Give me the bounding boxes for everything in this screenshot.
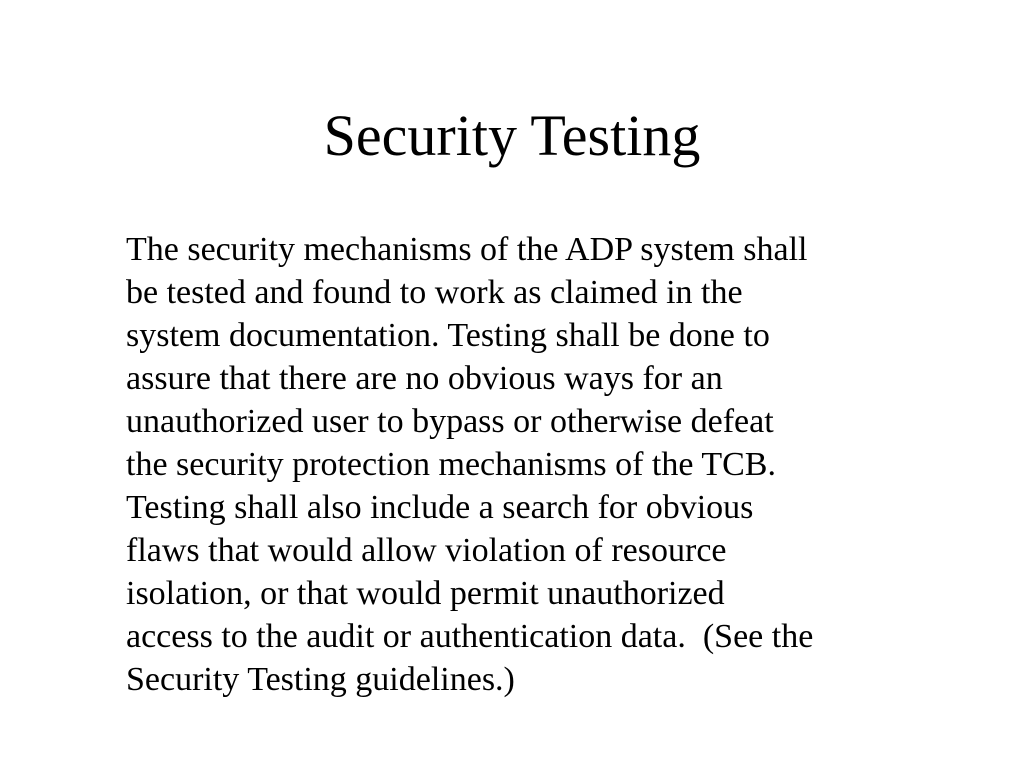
body-line: Testing shall also include a search for obvious: [126, 489, 754, 526]
body-line: The security mechanisms of the ADP system shall: [126, 231, 808, 268]
body-line: the security protection mechanisms of the TCB.: [126, 446, 776, 483]
body-line: be tested and found to work as claimed in the: [126, 274, 743, 311]
body-line: access to the audit or authentication data. (See the: [126, 618, 814, 655]
body-line: system documentation. Testing shall be done to: [126, 317, 770, 354]
slide-body: [126, 228, 946, 701]
body-line: isolation, or that would permit unauthorized: [126, 575, 725, 612]
slide-title: Security Testing: [323, 103, 701, 168]
body-line: assure that there are no obvious ways for an: [126, 360, 723, 397]
body-line: Security Testing guidelines.): [126, 661, 515, 698]
body-line: unauthorized user to bypass or otherwise defeat: [126, 403, 774, 440]
body-line: flaws that would allow violation of resource: [126, 532, 727, 569]
